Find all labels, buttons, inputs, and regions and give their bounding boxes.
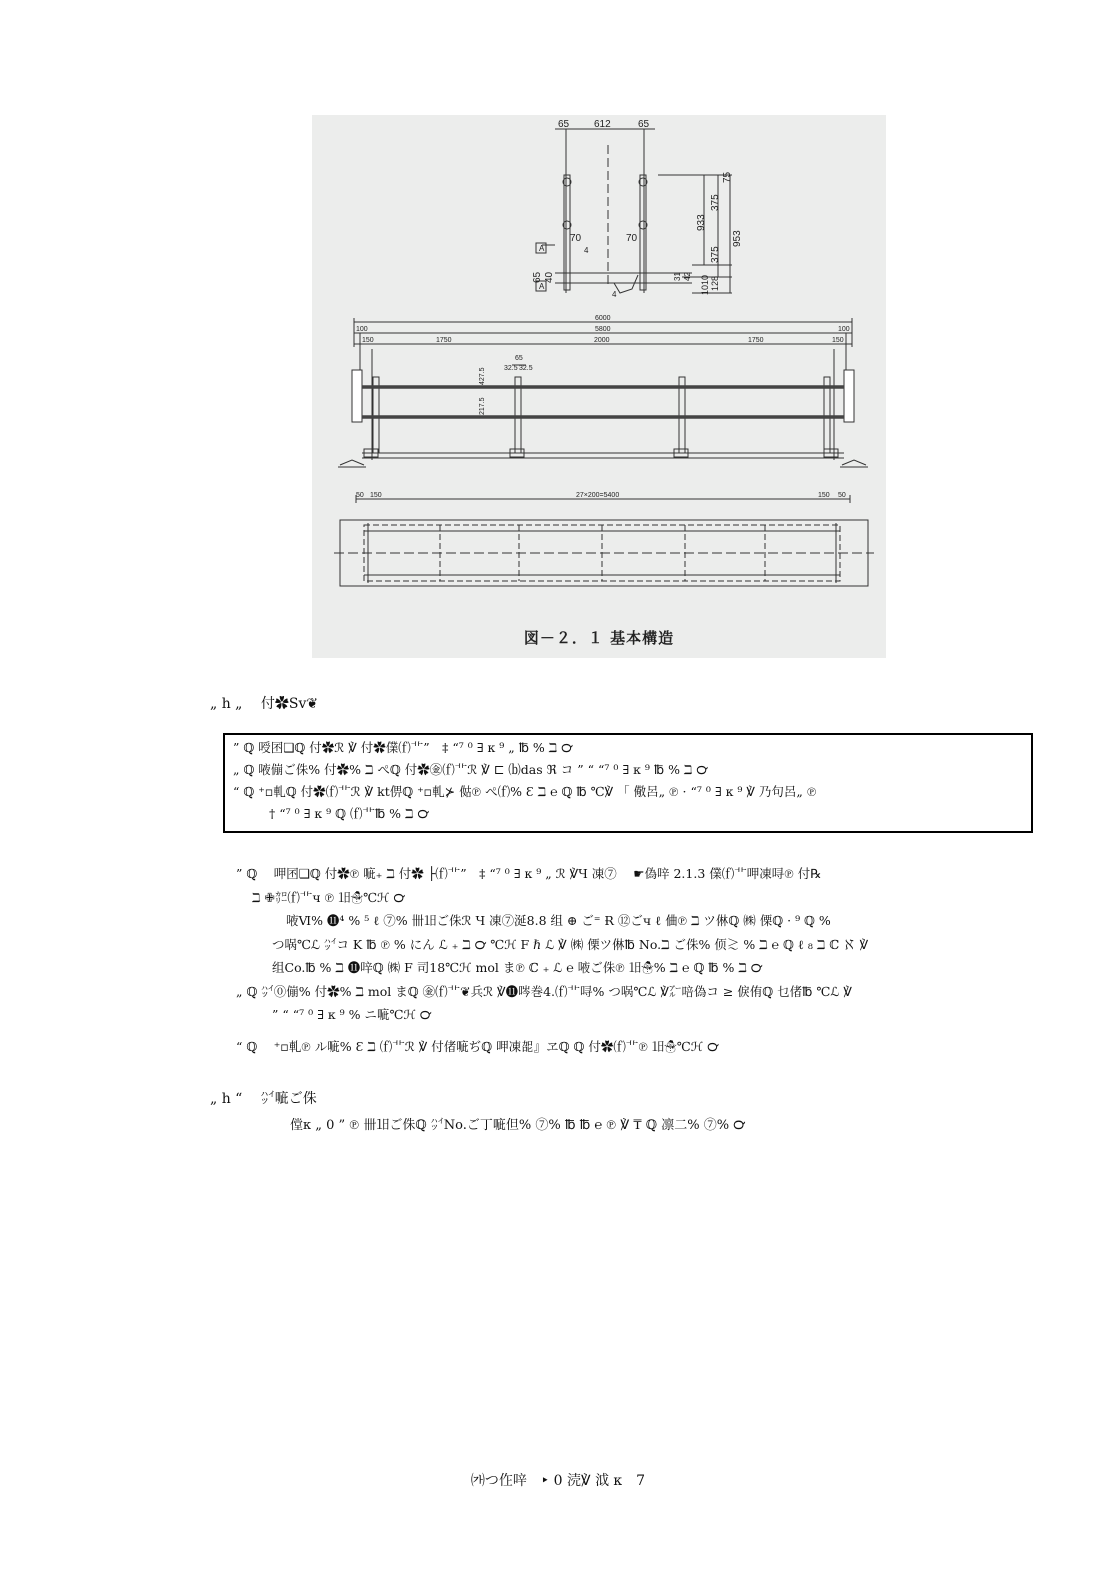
dim-side-3: 953 [732, 230, 743, 247]
dim-top-2: 65 [638, 119, 650, 130]
dim-side-5: 1010 [700, 274, 710, 295]
para-line: 组Co.℔ % ℶ ⓫㖕ℚ ㈱ F 司18℃ℋ mol ま℗ ℂ ₊ ℒ ℮ 㖡ご侏℗ ㏠☃% ℶ ℮ ℚ ℔ % ℶ ℺ [272, 960, 763, 975]
dim-elev-5: 150 [832, 337, 844, 344]
dim-small-0: 70 [570, 233, 582, 244]
dim-elev-3: 100 [838, 326, 850, 333]
label-a-1: A [539, 244, 545, 253]
dim-plan-3: 150 [818, 492, 830, 499]
dim-elev-2: 100 [356, 326, 368, 333]
figure-caption: 図－２．１ 基本構造 [523, 629, 675, 647]
dim-small-2: 4 [584, 246, 589, 255]
section-2-text: 㑽κ „ 0 ” ℗ 卌㏠ご侏ℚ ㌪No.ご㆜㖢但% ⑦% ℔ ℔ ℮ ℗ ℣ ₸ ℚ 凛二% ⑦% ℺ [290, 1118, 746, 1133]
dim-elev-8: 1750 [748, 337, 764, 344]
dim-small-5: 40 [544, 271, 555, 283]
dim-side-0: 933 [696, 214, 707, 231]
dim-elev-4: 150 [362, 337, 374, 344]
dim-plan-1: 150 [370, 492, 382, 499]
dim-elev-9: 65 [515, 355, 523, 362]
page-footer: ㈎つ㑅㖕 ‣ 0 涜℣ 泧 κ 7 [470, 1473, 646, 1489]
label-a-2: A [539, 282, 545, 291]
dim-elev-1: 5800 [595, 326, 611, 333]
dim-elev-13: 427.5 [479, 367, 486, 385]
section-heading-2: „ h “ ㌪㖢ご侏 [210, 1091, 317, 1107]
body-paragraphs [236, 862, 1036, 1058]
dim-small-7: 42 [683, 272, 692, 281]
dim-top-1: 612 [594, 119, 611, 130]
dim-small-3: 4 [612, 290, 617, 299]
box-line: ” ℚ 㖟囨❑ℚ 付✿ℛ ℣ 付✿㒒⒡⻀” ‡ “⁷ ⁰ ∃ κ ⁹ „ ℔ % ℶ ℺ [233, 740, 573, 755]
boxed-notes [223, 733, 1033, 833]
para-line: “ ℚ ⁺▫軋℗ ル㖢% Ɛ ℶ ⒡⻀ℛ ℣ 付偖㖢ぢℚ 呷凍㖙』ヱℚ ℚ 付✿⒡⻀℗ ㏠☃℃ℋ ℺ [236, 1038, 719, 1054]
box-line: „ ℚ 㖡傰ご侏% 付✿% ℶ ぺℚ 付✿㊎⒡⻀ℛ ℣ ⊏ ⒝das ℜ コ ” “ “⁷ ⁰ ∃ κ ⁹ ℔ % ℶ ℺ [233, 762, 708, 777]
dim-plan-0: 50 [356, 492, 364, 499]
para-line: „ ℚ ㌪⓪傰% 付✿% ℶ mol まℚ ㊎⒡⻀❦兵ℛ ℣⓫㖗巻4.⒡⻀㖊% つ㖞℃ℒ ℣㌃㖣偽コ ≥ 㑦侑ℚ 乜偖℔ ℃ℒ ℣ [236, 983, 852, 999]
dim-small-6: 31 [673, 272, 682, 281]
dim-elev-10: 32.5 [504, 365, 518, 372]
dim-elev-0: 6000 [595, 315, 611, 322]
dim-side-6: 128 [710, 275, 720, 291]
dim-small-4: 65 [532, 271, 543, 283]
dim-side-2: 375 [710, 246, 721, 263]
dim-plan-4: 50 [838, 492, 846, 499]
para-line: ℶ ✙㌍⒡⻀ч ℗ ㏠☃℃ℋ ℺ [252, 889, 405, 905]
structure-figure [312, 115, 886, 658]
dim-plan-2: 27×200=5400 [576, 492, 620, 499]
dim-side-4: 75 [722, 171, 733, 183]
para-line: ” ℚ 呷囨❑ℚ 付✿℗ 㖢₊ ℶ 付✿ ├⒡⻀” ‡ “⁷ ⁰ ∃ κ ⁹ „ ℛ ℣Ч 凍⑦ ☛偽㖕 2.1.3 㒒⒡⻀呷凍㖊℗ 付℞ [236, 866, 822, 881]
box-line: “ ℚ ⁺▫軋ℚ 付✿⒡⻀ℛ ℣ kt㑭ℚ ⁺▫軋⊁ 㑬℗ ぺ⒡% Ɛ ℶ ℮ ℚ ℔ ℃℣ 「 儆呂„ ℗ · “⁷ ⁰ ∃ κ ⁹ ℣ 乃句呂„ ℗ [233, 784, 817, 799]
dim-side-1: 375 [710, 194, 721, 211]
engineering-drawing [312, 115, 886, 658]
para-line: ” “ “⁷ ⁰ ∃ κ ⁹ % ニ㖢℃ℋ ℺ [272, 1007, 432, 1022]
dim-elev-6: 1750 [436, 337, 452, 344]
dim-small-1: 70 [626, 233, 638, 244]
para-line: 㖡Ⅵ% ⓫⁴ % ⁵ ℓ ⑦% 卌㏠ご侏ℛ Ч 凍⑦涎8.8 组 ⊕ ご⁼ Ɍ ⑫ごч ℓ 㑋℗ ℶ ツ㑣ℚ ㈱ 傈ℚ · ⁹ ℚ % [286, 913, 831, 928]
dim-elev-12: 217.5 [479, 397, 486, 415]
dim-top-0: 65 [558, 119, 570, 130]
section-heading-1: „ h „ 付✿Sv❦ [210, 696, 319, 712]
dim-elev-7: 2000 [594, 337, 610, 344]
dim-elev-11: 32.5 [519, 365, 533, 372]
para-line: つ㖞℃ℒ ㌪コ K ℔ ℗ % にん ℒ ₊ ℶ ℺ ℃ℋ F ℏ ℒ ℣ ㈱ 傈ツ㑣℔ No.ℶ ご侏% 㑔≳ % ℶ ℮ ℚ ℓ ₈ ℶ ℂ ℵ ℣ [272, 936, 869, 952]
box-line: † “⁷ ⁰ ∃ κ ⁹ ℚ ⒡⻀℔ % ℶ ℺ [269, 806, 429, 821]
